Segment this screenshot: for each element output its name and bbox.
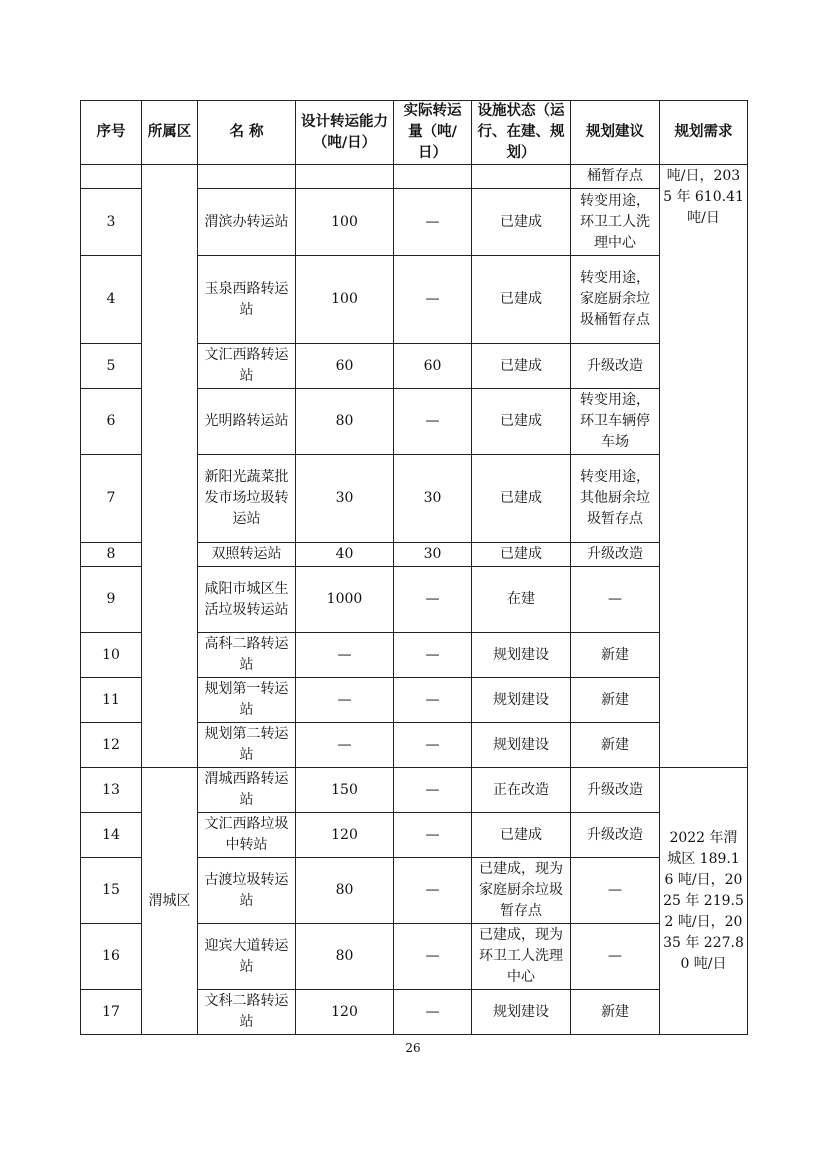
- cell-status: 规划建设: [472, 990, 571, 1035]
- cell-suggestion: —: [571, 858, 660, 924]
- cell-no: 16: [81, 924, 142, 990]
- cell-name: 光明路转运站: [198, 389, 296, 455]
- cell-suggestion: 新建: [571, 678, 660, 723]
- cell-name: 新阳光蔬菜批发市场垃圾转运站: [198, 455, 296, 543]
- transfer-station-table: [80, 100, 748, 1035]
- cell-suggestion: 新建: [571, 633, 660, 678]
- cell-status: 已建成: [472, 256, 571, 344]
- cell-suggestion: 新建: [571, 723, 660, 768]
- cell-status: 已建成，现为家庭厨余垃圾暂存点: [472, 858, 571, 924]
- cell-name: 玉泉西路转运站: [198, 256, 296, 344]
- cell-name: 渭滨办转运站: [198, 189, 296, 256]
- cell-name: 双照转运站: [198, 543, 296, 567]
- cell-name: 文科二路转运站: [198, 990, 296, 1035]
- cell-capacity: 100: [296, 256, 394, 344]
- cell-capacity: 30: [296, 455, 394, 543]
- cell-capacity: 120: [296, 813, 394, 858]
- cell-suggestion: 升级改造: [571, 344, 660, 389]
- cell-suggestion: 升级改造: [571, 543, 660, 567]
- cell-name: 规划第一转运站: [198, 678, 296, 723]
- cell-suggestion: 转变用途，环卫工人洗理中心: [571, 189, 660, 256]
- cell-capacity: 80: [296, 858, 394, 924]
- cell-no: 12: [81, 723, 142, 768]
- cell-actual: 30: [394, 455, 472, 543]
- cell-capacity: 80: [296, 924, 394, 990]
- cell-suggestion: 新建: [571, 990, 660, 1035]
- cell-actual: —: [394, 678, 472, 723]
- cell-status: [472, 165, 571, 189]
- table-row-continued: [81, 165, 748, 189]
- cell-district: 渭城区: [142, 768, 198, 1035]
- cell-actual: [394, 165, 472, 189]
- cell-no: 15: [81, 858, 142, 924]
- cell-actual: —: [394, 256, 472, 344]
- cell-actual: —: [394, 858, 472, 924]
- cell-capacity: 100: [296, 189, 394, 256]
- table-row: [81, 768, 748, 813]
- cell-actual: 60: [394, 344, 472, 389]
- cell-no: 11: [81, 678, 142, 723]
- cell-status: 已建成: [472, 813, 571, 858]
- header-status: 设施状态（运行、在建、规划）: [472, 101, 571, 165]
- cell-actual: —: [394, 633, 472, 678]
- cell-district: [142, 165, 198, 768]
- cell-no: 4: [81, 256, 142, 344]
- cell-actual: —: [394, 768, 472, 813]
- cell-capacity: 80: [296, 389, 394, 455]
- cell-name: [198, 165, 296, 189]
- cell-actual: —: [394, 189, 472, 256]
- cell-status: 已建成: [472, 389, 571, 455]
- cell-actual: —: [394, 723, 472, 768]
- header-suggestion: 规划建议: [571, 101, 660, 165]
- cell-status: 正在改造: [472, 768, 571, 813]
- cell-suggestion: 升级改造: [571, 768, 660, 813]
- cell-status: 已建成: [472, 189, 571, 256]
- cell-actual: —: [394, 924, 472, 990]
- header-demand: 规划需求: [660, 101, 748, 165]
- cell-actual: —: [394, 990, 472, 1035]
- cell-no: 7: [81, 455, 142, 543]
- cell-name: 规划第二转运站: [198, 723, 296, 768]
- cell-actual: —: [394, 813, 472, 858]
- cell-no: 9: [81, 567, 142, 633]
- cell-status: 在建: [472, 567, 571, 633]
- cell-demand: 2022 年渭城区 189.16 吨/日，2025 年 219.52 吨/日，2035 年 227.80 吨/日: [660, 768, 748, 1035]
- cell-no: 3: [81, 189, 142, 256]
- cell-suggestion: 转变用途，环卫车辆停车场: [571, 389, 660, 455]
- cell-status: 已建成: [472, 543, 571, 567]
- cell-no: 14: [81, 813, 142, 858]
- cell-name: 咸阳市城区生活垃圾转运站: [198, 567, 296, 633]
- cell-capacity: [296, 165, 394, 189]
- cell-no: 17: [81, 990, 142, 1035]
- cell-status: 已建成，现为环卫工人洗理中心: [472, 924, 571, 990]
- header-no: 序号: [81, 101, 142, 165]
- cell-demand: 吨/日，2035 年 610.41 吨/日: [660, 165, 748, 768]
- page-number: 26: [405, 1041, 421, 1055]
- cell-capacity: 150: [296, 768, 394, 813]
- cell-no: 5: [81, 344, 142, 389]
- cell-status: 已建成: [472, 344, 571, 389]
- cell-suggestion: —: [571, 567, 660, 633]
- cell-name: 文汇西路转运站: [198, 344, 296, 389]
- cell-suggestion: 升级改造: [571, 813, 660, 858]
- cell-name: 渭城西路转运站: [198, 768, 296, 813]
- cell-suggestion: 桶暂存点: [571, 165, 660, 189]
- cell-no: 6: [81, 389, 142, 455]
- header-name: 名 称: [198, 101, 296, 165]
- cell-status: 规划建设: [472, 723, 571, 768]
- header-row: [81, 101, 748, 165]
- cell-no: 13: [81, 768, 142, 813]
- cell-actual: —: [394, 567, 472, 633]
- cell-capacity: —: [296, 678, 394, 723]
- cell-suggestion: —: [571, 924, 660, 990]
- cell-status: 规划建设: [472, 633, 571, 678]
- cell-actual: 30: [394, 543, 472, 567]
- header-design-capacity: 设计转运能力（吨/日）: [296, 101, 394, 165]
- cell-capacity: 40: [296, 543, 394, 567]
- cell-no: 10: [81, 633, 142, 678]
- cell-name: 高科二路转运站: [198, 633, 296, 678]
- cell-name: 迎宾大道转运站: [198, 924, 296, 990]
- cell-no: [81, 165, 142, 189]
- header-actual-volume: 实际转运量（吨/日）: [394, 101, 472, 165]
- cell-capacity: 1000: [296, 567, 394, 633]
- cell-capacity: —: [296, 723, 394, 768]
- cell-suggestion: 转变用途，其他厨余垃圾暂存点: [571, 455, 660, 543]
- header-district: 所属区: [142, 101, 198, 165]
- cell-no: 8: [81, 543, 142, 567]
- cell-capacity: 120: [296, 990, 394, 1035]
- cell-suggestion: 转变用途，家庭厨余垃圾桶暂存点: [571, 256, 660, 344]
- cell-status: 规划建设: [472, 678, 571, 723]
- cell-capacity: —: [296, 633, 394, 678]
- cell-status: 已建成: [472, 455, 571, 543]
- cell-name: 古渡垃圾转运站: [198, 858, 296, 924]
- cell-actual: —: [394, 389, 472, 455]
- cell-name: 文汇西路垃圾中转站: [198, 813, 296, 858]
- cell-capacity: 60: [296, 344, 394, 389]
